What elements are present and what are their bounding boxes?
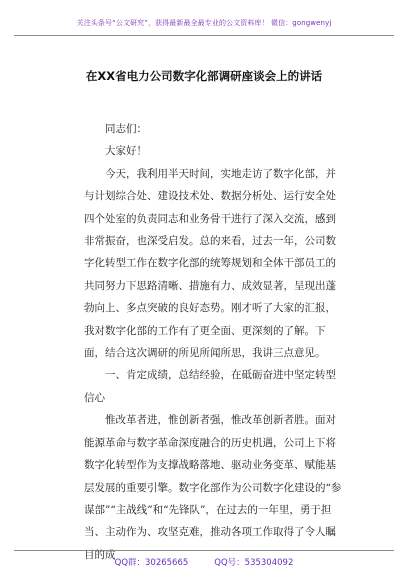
document-body: [84, 118, 346, 566]
footer-qq-group: QQ群：30265665: [114, 558, 189, 568]
paragraph-opening: 今天，我利用半天时间，实地走访了数字化部，并与计划综合处、建设技术处、数据分析处、运行安全处四个处室的负责同志和业务骨干进行了深入交流，感到非常振奋，也深受启发。总的来看，过去一年，公司数字化转型工作在数字化部的统筹规划和全体干部员工的共同努力下思路清晰、措施有力、成效显著，呈现出蓬勃向上、多点突破的良好态势。刚才听了大家的汇报，我对数字化部的工作有了更全面、更深刻的了解。下面，结合这次调研的所见所闻所思，我讲三点意见。: [84, 167, 336, 360]
footer: [0, 556, 408, 568]
header-banner: 关注头条号“公文研究”，获得最新最全最专业的公文资料库！ 微信：gongwenyj: [76, 19, 332, 27]
paragraph-section-1: 惟改革者进，惟创新者强，惟改革创新者胜。面对能源革命与数字革命深度融合的历史机遇，公司上下将数字化转型作为支撑战略落地、驱动业务变革、赋能基层发展的重要引擎。数字化部作为公司数字化建设的“参谋部”“主战线”和“先锋队”，在过去的一年里，勇于担当、主动作为、攻坚克难，推动各项工作取得了令人瞩目的成: [84, 414, 342, 561]
footer-qq-number: QQ号：535304092: [214, 558, 294, 568]
header-divider: [14, 35, 394, 36]
greeting: 大家好！: [105, 145, 147, 158]
salutation: 同志们：: [105, 123, 147, 135]
footer-divider: [14, 550, 394, 551]
section-heading-1: 一、肯定成绩，总结经验，在砥砺奋进中坚定转型信心: [84, 369, 336, 404]
document-title: 在XX省电力公司数字化部调研座谈会上的讲话: [85, 69, 323, 83]
